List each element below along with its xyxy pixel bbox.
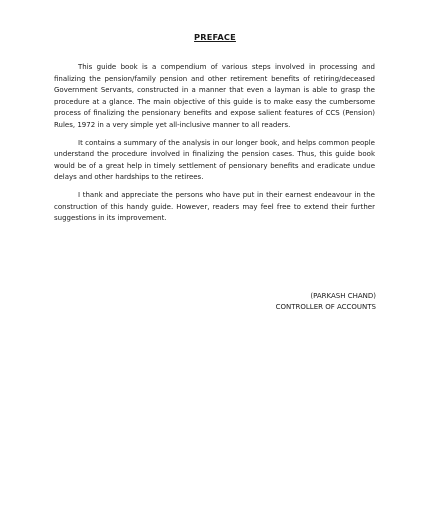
preface-body: [54, 62, 375, 231]
signature-block: [200, 291, 376, 313]
signatory-designation: CONTROLLER OF ACCOUNTS: [275, 303, 376, 311]
paragraph-1: This guide book is a compendium of various steps involved in processing and finalizing the pension/family pension and other retirement benefits of retiring/deceased Government Servants, constructed in a manner that even a layman is able to grasp the procedure at a glance. The main objective of this guide is to make easy the cumbersome process of finalizing the pensionary benefits and expose salient features of CCS (Pension) Rules, 1972 in a very simple yet all-inclusive manner to all readers.: [54, 63, 375, 129]
paragraph-3: I thank and appreciate the persons who have put in their earnest endeavour in the construction of this handy guide. However, readers may feel free to extend their further suggestions in its improvement.: [54, 190, 375, 223]
signatory-name: (PARKASH CHAND): [310, 292, 376, 300]
paragraph-2: It contains a summary of the analysis in our longer book, and helps common people understand the procedure involved in finalizing the pension cases. Thus, this guide book would be of a great help in timely settlement of pensionary benefits and eradicate undue delays and other hardships to the retirees.: [54, 138, 375, 182]
page-title: PREFACE: [194, 32, 236, 42]
